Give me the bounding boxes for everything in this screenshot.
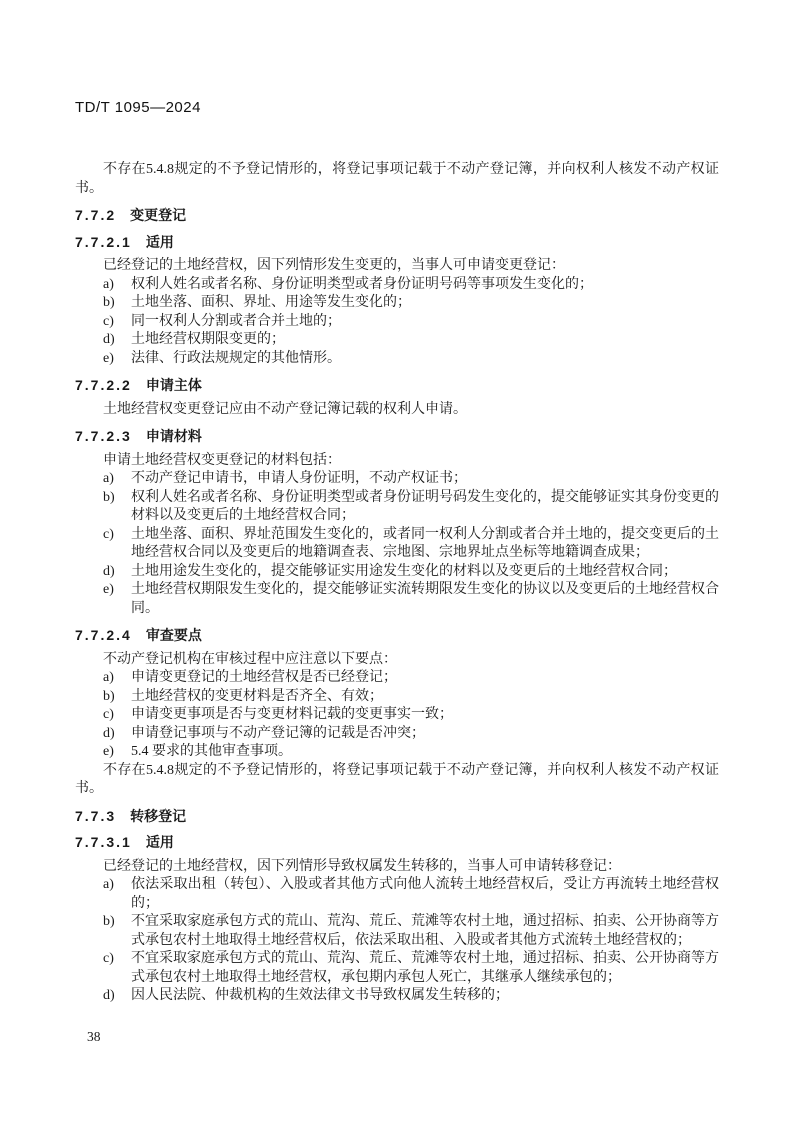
list-marker: d): [103, 988, 115, 1003]
section-number: 7.7.2.1: [75, 233, 132, 250]
list-marker: a): [103, 276, 114, 292]
list-item-text: 土地坐落、面积、界址范围发生变化的，或者同一权利人分割或者合并土地的，提交变更后的土地经营权合同以及变更后的地籍调查表、宗地图、宗地界址点坐标等地籍调查成果；: [131, 526, 719, 560]
list-item-d: [75, 987, 719, 1006]
list-item-text: 申请变更事项是否与变更材料记载的变更事实一致；: [131, 707, 453, 722]
list-marker: a): [103, 670, 114, 685]
section-heading-7.7.2.1: [75, 233, 719, 252]
list-marker: c): [103, 313, 114, 329]
section-title: 转移登记: [130, 807, 187, 824]
list-marker: c): [103, 526, 114, 542]
list-item-d: [75, 331, 719, 350]
list-item-b: [75, 688, 719, 707]
list-marker: e): [103, 744, 114, 759]
list-item-text: 因人民法院、仲裁机构的生效法律文书导致权属发生转移的；: [131, 988, 509, 1003]
section-heading-7.7.2.3: [75, 427, 719, 446]
list-marker: c): [103, 951, 114, 966]
list-item-text: 不动产登记申请书，申请人身份证明，不动产权证书；: [131, 471, 467, 486]
paragraph: 申请土地经营权变更登记的材料包括：: [103, 452, 341, 468]
list-marker: e): [103, 350, 114, 366]
list-item-text: 土地经营权期限变更的；: [131, 332, 285, 347]
section-heading-7.7.2.4: [75, 626, 719, 645]
section-title: 申请主体: [145, 377, 202, 393]
list-item-text: 土地用途发生变化的，提交能够证实用途发生变化的材料以及变更后的土地经营权合同；: [131, 563, 677, 579]
list-item-b: [75, 294, 719, 313]
list-marker: b): [103, 914, 115, 929]
list-marker: e): [103, 582, 114, 597]
section-heading-7.7.3: [75, 807, 719, 826]
list-item-e: [75, 581, 719, 618]
list-item-text: 土地经营权期限发生变化的，提交能够证实流转期限发生变化的协议以及变更后的土地经营权合同。: [131, 582, 719, 616]
list-item-a: [75, 669, 719, 688]
section-number: 7.7.3.1: [75, 834, 132, 850]
list-item-text: 不宜采取家庭承包方式的荒山、荒沟、荒丘、荒滩等农村土地，通过招标、拍卖、公开协商等方式承包农村土地取得土地经营权，承包期内承包人死亡，其继承人继续承包的；: [131, 951, 719, 985]
list-item-text: 土地经营权的变更材料是否齐全、有效；: [131, 688, 383, 704]
section-title: 变更登记: [130, 207, 187, 223]
list-item-text: 同一权利人分割或者合并土地的；: [131, 313, 341, 329]
list-item-text: 不宜采取家庭承包方式的荒山、荒沟、荒丘、荒滩等农村土地，通过招标、拍卖、公开协商等方式承包农村土地取得土地经营权后，依法采取出租、入股或者其他方式流转土地经营权的；: [131, 914, 719, 948]
section-heading-7.7.3.1: [75, 833, 719, 852]
list-item-e: [75, 743, 719, 762]
list-item-d: [75, 725, 719, 744]
list-item-e: [75, 350, 719, 369]
section-title: 申请材料: [145, 428, 202, 444]
list-marker: d): [103, 725, 115, 741]
list-item-b: [75, 913, 719, 950]
list-item-text: 权利人姓名或者名称、身份证明类型或者身份证明号码等事项发生变化的；: [131, 276, 593, 292]
section-title: 审查要点: [145, 627, 202, 643]
section-number: 7.7.2.3: [75, 428, 132, 444]
section-title: 适用: [145, 834, 174, 850]
list-marker: b): [103, 489, 115, 505]
section-heading-7.7.2: [75, 206, 719, 225]
section-number: 7.7.2.2: [75, 377, 132, 393]
list-item-d: [75, 563, 719, 582]
list-marker: c): [103, 707, 114, 722]
list-item-c: [75, 313, 719, 332]
list-item-a: [75, 276, 719, 295]
document-content: [75, 161, 719, 1006]
list-item-text: 依法采取出租（转包）、入股或者其他方式向他人流转土地经营权后，受让方再流转土地经营权的；: [131, 877, 719, 911]
list-item-c: [75, 706, 719, 725]
list-item-c: [75, 950, 719, 987]
paragraph: 已经登记的土地经营权，因下列情形导致权属发生转移的，当事人可申请转移登记：: [103, 858, 621, 874]
list-item-c: [75, 526, 719, 563]
list-item-text: 法律、行政法规规定的其他情形。: [131, 350, 341, 366]
list-marker: a): [103, 877, 114, 892]
list-item-text: 权利人姓名或者名称、身份证明类型或者身份证明号码发生变化的，提交能够证实其身份变更的材料以及变更后的土地经营权合同；: [131, 489, 719, 523]
list-item-text: 申请登记事项与不动产登记簿的记载是否冲突；: [131, 725, 425, 741]
section-number: 7.7.2: [75, 207, 117, 223]
list-marker: d): [103, 563, 115, 579]
list-item-text: 申请变更登记的土地经营权是否已经登记；: [131, 670, 397, 685]
list-item-text: 土地坐落、面积、界址、用途等发生变化的；: [131, 295, 411, 310]
standard-doc-code: TD/T 1095—2024: [75, 99, 201, 116]
paragraph: 不动产登记机构在审核过程中应注意以下要点：: [103, 651, 397, 667]
list-marker: b): [103, 688, 115, 704]
paragraph: 已经登记的土地经营权，因下列情形发生变更的，当事人可申请变更登记：: [103, 258, 565, 273]
list-item-b: [75, 489, 719, 526]
list-item-text: 5.4 要求的其他审查事项。: [131, 744, 292, 759]
section-title: 适用: [145, 233, 174, 250]
list-marker: a): [103, 471, 114, 486]
list-item-a: [75, 470, 719, 489]
section-number: 7.7.3: [75, 807, 117, 824]
section-heading-7.7.2.2: [75, 376, 719, 395]
paragraph: 土地经营权变更登记应由不动产登记簿记载的权利人申请。: [103, 401, 467, 417]
page-number: 38: [87, 1029, 101, 1044]
paragraph: 不存在5.4.8规定的不予登记情形的，将登记事项记载于不动产登记簿，并向权利人核发不动产权证书。: [75, 762, 719, 796]
list-item-a: [75, 876, 719, 913]
list-marker: d): [103, 332, 115, 347]
section-number: 7.7.2.4: [75, 627, 132, 643]
paragraph: 不存在5.4.8规定的不予登记情形的，将登记事项记载于不动产登记簿，并向权利人核发不动产权证书。: [75, 162, 719, 196]
list-marker: b): [103, 295, 115, 310]
